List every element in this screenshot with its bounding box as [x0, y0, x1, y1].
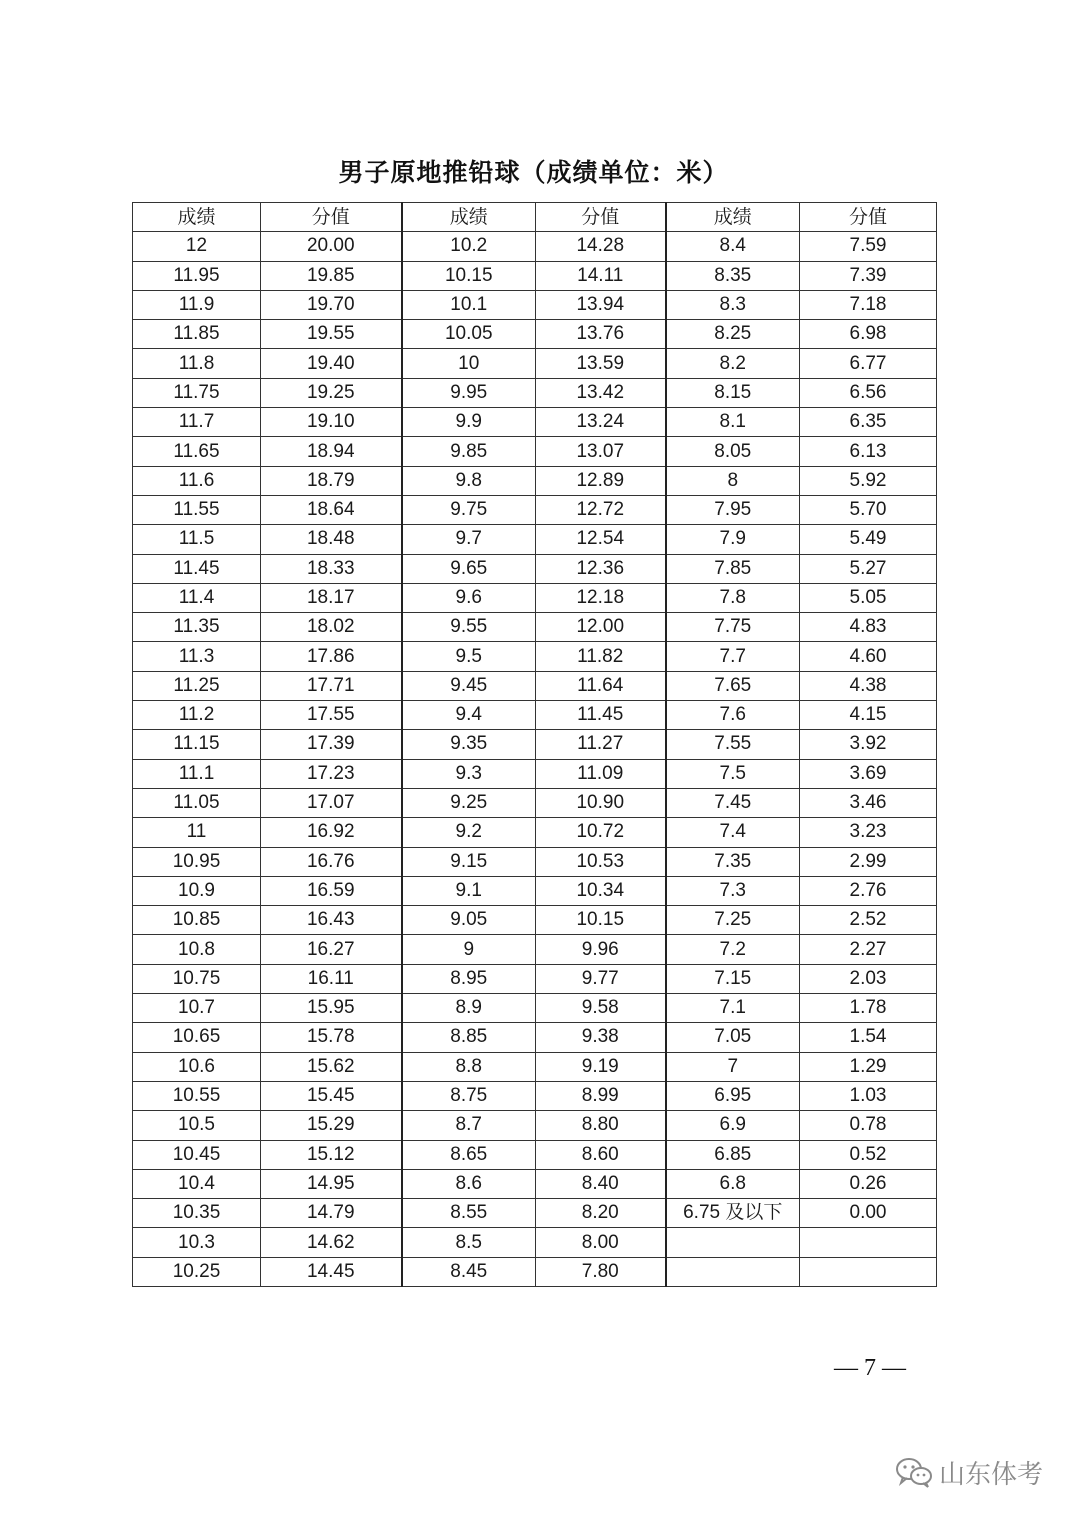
cell-points-1: 20.00	[261, 232, 402, 261]
table-row	[133, 554, 937, 583]
cell-score-1: 11.85	[133, 320, 261, 349]
cell-points-1: 16.76	[261, 847, 402, 876]
cell-score-1: 11.4	[133, 583, 261, 612]
cell-points-2: 8.20	[536, 1199, 666, 1228]
cell-points-3: 3.69	[800, 759, 937, 788]
cell-points-1: 15.95	[261, 994, 402, 1023]
cell-score-2: 9.75	[402, 495, 536, 524]
cell-score-3: 6.85	[666, 1140, 800, 1169]
cell-points-2: 12.89	[536, 466, 666, 495]
header-score-3: 成绩	[666, 203, 800, 232]
cell-points-2: 13.07	[536, 437, 666, 466]
cell-score-2: 9.1	[402, 876, 536, 905]
cell-score-1: 10.8	[133, 935, 261, 964]
cell-score-2: 8.65	[402, 1140, 536, 1169]
cell-points-3: 6.13	[800, 437, 937, 466]
cell-score-1: 11	[133, 818, 261, 847]
cell-score-2: 8.45	[402, 1257, 536, 1286]
cell-score-3: 7.75	[666, 613, 800, 642]
cell-points-2: 12.36	[536, 554, 666, 583]
cell-points-3: 0.78	[800, 1111, 937, 1140]
cell-score-1: 11.1	[133, 759, 261, 788]
cell-points-1: 14.62	[261, 1228, 402, 1257]
cell-score-3: 7.35	[666, 847, 800, 876]
cell-score-3: 8.15	[666, 378, 800, 407]
cell-points-1: 19.70	[261, 290, 402, 319]
cell-score-2: 9.7	[402, 525, 536, 554]
header-score-1: 成绩	[133, 203, 261, 232]
cell-score-3: 8.2	[666, 349, 800, 378]
cell-points-1: 19.85	[261, 261, 402, 290]
page-title: 男子原地推铅球（成绩单位：米）	[338, 158, 729, 187]
cell-score-2: 8.6	[402, 1169, 536, 1198]
cell-score-1: 11.45	[133, 554, 261, 583]
cell-points-1: 17.55	[261, 701, 402, 730]
table-row	[133, 495, 937, 524]
cell-score-1: 11.95	[133, 261, 261, 290]
cell-points-1: 18.94	[261, 437, 402, 466]
table-row	[133, 349, 937, 378]
cell-score-1: 10.85	[133, 906, 261, 935]
cell-score-3: 8.3	[666, 290, 800, 319]
table-row	[133, 320, 937, 349]
cell-score-1: 10.7	[133, 994, 261, 1023]
cell-points-1: 16.43	[261, 906, 402, 935]
cell-score-3: 8.1	[666, 408, 800, 437]
cell-score-3	[666, 1257, 800, 1286]
table-row	[133, 1228, 937, 1257]
table-row	[133, 906, 937, 935]
cell-score-3: 7	[666, 1052, 800, 1081]
cell-score-2: 8.75	[402, 1081, 536, 1110]
cell-points-3: 4.15	[800, 701, 937, 730]
cell-points-1: 18.17	[261, 583, 402, 612]
cell-score-1: 10.95	[133, 847, 261, 876]
cell-points-3: 3.46	[800, 788, 937, 817]
cell-score-2: 10.05	[402, 320, 536, 349]
cell-points-2: 8.40	[536, 1169, 666, 1198]
cell-score-1: 11.9	[133, 290, 261, 319]
cell-points-1: 15.45	[261, 1081, 402, 1110]
cell-score-3: 7.85	[666, 554, 800, 583]
cell-points-2: 10.15	[536, 906, 666, 935]
table-row	[133, 466, 937, 495]
cell-score-2: 9.95	[402, 378, 536, 407]
cell-score-2: 8.7	[402, 1111, 536, 1140]
cell-score-2: 10.1	[402, 290, 536, 319]
cell-score-3: 7.55	[666, 730, 800, 759]
cell-points-2: 10.53	[536, 847, 666, 876]
cell-points-2: 11.27	[536, 730, 666, 759]
cell-score-3: 7.6	[666, 701, 800, 730]
cell-points-2: 7.80	[536, 1257, 666, 1286]
header-points-2: 分值	[536, 203, 666, 232]
cell-score-1: 11.65	[133, 437, 261, 466]
page-number: — 7 —	[834, 1355, 906, 1381]
cell-points-3: 1.54	[800, 1023, 937, 1052]
cell-points-2: 12.18	[536, 583, 666, 612]
cell-points-2: 11.45	[536, 701, 666, 730]
table-row	[133, 1257, 937, 1286]
cell-points-2: 13.24	[536, 408, 666, 437]
cell-points-1: 19.10	[261, 408, 402, 437]
cell-score-3: 7.5	[666, 759, 800, 788]
table-row	[133, 1199, 937, 1228]
cell-score-3: 6.9	[666, 1111, 800, 1140]
table-row	[133, 1052, 937, 1081]
cell-points-1: 14.45	[261, 1257, 402, 1286]
cell-points-2: 14.28	[536, 232, 666, 261]
wechat-icon	[895, 1456, 933, 1488]
cell-score-2: 8.9	[402, 994, 536, 1023]
cell-score-2: 9.4	[402, 701, 536, 730]
cell-points-2: 11.64	[536, 671, 666, 700]
cell-score-1: 11.35	[133, 613, 261, 642]
cell-score-3: 7.65	[666, 671, 800, 700]
cell-points-2: 13.76	[536, 320, 666, 349]
cell-score-3: 7.3	[666, 876, 800, 905]
cell-points-3: 2.27	[800, 935, 937, 964]
cell-score-2: 10	[402, 349, 536, 378]
cell-points-1: 18.64	[261, 495, 402, 524]
cell-score-1: 11.6	[133, 466, 261, 495]
cell-points-3: 3.92	[800, 730, 937, 759]
cell-points-3: 4.38	[800, 671, 937, 700]
watermark-text: 山东体考	[939, 1459, 1044, 1490]
cell-points-1: 17.23	[261, 759, 402, 788]
cell-score-2: 9.65	[402, 554, 536, 583]
cell-points-3: 5.49	[800, 525, 937, 554]
cell-points-1: 17.39	[261, 730, 402, 759]
cell-score-2: 8.8	[402, 1052, 536, 1081]
cell-points-2: 13.42	[536, 378, 666, 407]
cell-points-1: 14.79	[261, 1199, 402, 1228]
table-row	[133, 1081, 937, 1110]
cell-points-2: 9.96	[536, 935, 666, 964]
cell-points-2: 12.54	[536, 525, 666, 554]
cell-score-2: 9.25	[402, 788, 536, 817]
cell-points-3: 2.03	[800, 964, 937, 993]
cell-points-3: 0.26	[800, 1169, 937, 1198]
cell-score-3: 7.25	[666, 906, 800, 935]
table-row	[133, 964, 937, 993]
cell-points-3: 7.39	[800, 261, 937, 290]
table-row	[133, 759, 937, 788]
table-row	[133, 290, 937, 319]
cell-points-3: 1.03	[800, 1081, 937, 1110]
cell-points-3: 7.59	[800, 232, 937, 261]
cell-points-1: 15.29	[261, 1111, 402, 1140]
cell-score-3: 7.95	[666, 495, 800, 524]
cell-score-2: 9.15	[402, 847, 536, 876]
cell-points-3: 5.05	[800, 583, 937, 612]
cell-points-3: 2.99	[800, 847, 937, 876]
cell-score-3: 8.4	[666, 232, 800, 261]
cell-score-1: 11.3	[133, 642, 261, 671]
table-row	[133, 1169, 937, 1198]
cell-score-2: 10.15	[402, 261, 536, 290]
cell-points-2: 14.11	[536, 261, 666, 290]
watermark	[895, 1452, 1043, 1492]
cell-points-3: 6.77	[800, 349, 937, 378]
cell-points-3: 6.56	[800, 378, 937, 407]
cell-points-2: 11.09	[536, 759, 666, 788]
cell-score-1: 10.45	[133, 1140, 261, 1169]
cell-points-3: 1.78	[800, 994, 937, 1023]
cell-points-1: 16.59	[261, 876, 402, 905]
cell-points-2: 12.72	[536, 495, 666, 524]
cell-points-2: 10.34	[536, 876, 666, 905]
cell-points-3: 3.23	[800, 818, 937, 847]
cell-score-2: 9.6	[402, 583, 536, 612]
cell-points-3: 6.35	[800, 408, 937, 437]
table-row	[133, 232, 937, 261]
cell-score-1: 10.35	[133, 1199, 261, 1228]
cell-points-1: 14.95	[261, 1169, 402, 1198]
cell-points-3	[800, 1228, 937, 1257]
table-row	[133, 378, 937, 407]
cell-points-2: 8.00	[536, 1228, 666, 1257]
cell-score-3: 6.75 及以下	[666, 1199, 800, 1228]
cell-score-2: 9.8	[402, 466, 536, 495]
cell-points-3: 4.60	[800, 642, 937, 671]
cell-score-2: 10.2	[402, 232, 536, 261]
cell-points-3: 2.52	[800, 906, 937, 935]
cell-points-2: 8.80	[536, 1111, 666, 1140]
cell-score-1: 11.2	[133, 701, 261, 730]
cell-score-2: 9.9	[402, 408, 536, 437]
cell-score-3: 7.4	[666, 818, 800, 847]
cell-score-2: 9.05	[402, 906, 536, 935]
table-row	[133, 701, 937, 730]
table-row	[133, 876, 937, 905]
cell-points-3: 0.00	[800, 1199, 937, 1228]
cell-points-3: 1.29	[800, 1052, 937, 1081]
cell-score-3: 7.8	[666, 583, 800, 612]
cell-points-1: 17.07	[261, 788, 402, 817]
cell-score-2: 8.55	[402, 1199, 536, 1228]
cell-points-2: 8.99	[536, 1081, 666, 1110]
cell-score-3: 7.1	[666, 994, 800, 1023]
cell-score-1: 11.8	[133, 349, 261, 378]
cell-score-1: 10.4	[133, 1169, 261, 1198]
cell-points-2: 9.77	[536, 964, 666, 993]
cell-points-1: 18.79	[261, 466, 402, 495]
cell-score-1: 10.6	[133, 1052, 261, 1081]
cell-score-3: 7.05	[666, 1023, 800, 1052]
table-row	[133, 1023, 937, 1052]
cell-score-1: 11.5	[133, 525, 261, 554]
cell-score-3: 7.7	[666, 642, 800, 671]
cell-score-1: 10.3	[133, 1228, 261, 1257]
cell-points-2: 9.58	[536, 994, 666, 1023]
cell-points-1: 15.12	[261, 1140, 402, 1169]
cell-score-1: 10.9	[133, 876, 261, 905]
cell-points-3: 5.27	[800, 554, 937, 583]
table-row	[133, 730, 937, 759]
cell-points-1: 15.78	[261, 1023, 402, 1052]
table-row	[133, 525, 937, 554]
table-row	[133, 788, 937, 817]
cell-points-1: 17.86	[261, 642, 402, 671]
cell-points-3: 7.18	[800, 290, 937, 319]
table-row	[133, 847, 937, 876]
cell-points-2: 9.19	[536, 1052, 666, 1081]
cell-points-2: 12.00	[536, 613, 666, 642]
cell-points-1: 19.40	[261, 349, 402, 378]
cell-score-1: 11.25	[133, 671, 261, 700]
cell-points-1: 18.33	[261, 554, 402, 583]
table-row	[133, 642, 937, 671]
cell-score-2: 9.3	[402, 759, 536, 788]
cell-points-3: 5.70	[800, 495, 937, 524]
table-row	[133, 671, 937, 700]
cell-score-3: 7.9	[666, 525, 800, 554]
cell-points-1: 19.25	[261, 378, 402, 407]
cell-score-3: 6.95	[666, 1081, 800, 1110]
cell-score-3: 8.35	[666, 261, 800, 290]
table-row	[133, 408, 937, 437]
header-points-1: 分值	[261, 203, 402, 232]
cell-score-1: 11.15	[133, 730, 261, 759]
table-row	[133, 1111, 937, 1140]
cell-score-2: 9.2	[402, 818, 536, 847]
cell-score-1: 10.75	[133, 964, 261, 993]
cell-score-3: 7.15	[666, 964, 800, 993]
cell-points-2: 13.94	[536, 290, 666, 319]
cell-score-3: 8.05	[666, 437, 800, 466]
cell-points-3: 5.92	[800, 466, 937, 495]
cell-score-1: 12	[133, 232, 261, 261]
cell-score-2: 9.5	[402, 642, 536, 671]
cell-score-2: 9	[402, 935, 536, 964]
cell-score-1: 10.25	[133, 1257, 261, 1286]
cell-points-1: 17.71	[261, 671, 402, 700]
cell-points-2: 10.90	[536, 788, 666, 817]
cell-score-1: 10.5	[133, 1111, 261, 1140]
cell-score-1: 11.05	[133, 788, 261, 817]
cell-score-2: 9.35	[402, 730, 536, 759]
cell-score-1: 11.7	[133, 408, 261, 437]
table-row	[133, 437, 937, 466]
score-table	[132, 202, 937, 1287]
cell-score-2: 9.55	[402, 613, 536, 642]
table-row	[133, 1140, 937, 1169]
cell-points-3: 6.98	[800, 320, 937, 349]
table-row	[133, 583, 937, 612]
cell-score-2: 8.5	[402, 1228, 536, 1257]
cell-points-3: 0.52	[800, 1140, 937, 1169]
table-row	[133, 935, 937, 964]
table-row	[133, 261, 937, 290]
cell-score-3: 8	[666, 466, 800, 495]
cell-points-3: 4.83	[800, 613, 937, 642]
cell-points-1: 19.55	[261, 320, 402, 349]
cell-score-3	[666, 1228, 800, 1257]
cell-points-1: 18.48	[261, 525, 402, 554]
table-body	[133, 232, 937, 1287]
table-row	[133, 613, 937, 642]
cell-score-3: 7.2	[666, 935, 800, 964]
cell-points-1: 15.62	[261, 1052, 402, 1081]
header-score-2: 成绩	[402, 203, 536, 232]
cell-points-1: 16.92	[261, 818, 402, 847]
cell-points-2: 9.38	[536, 1023, 666, 1052]
cell-score-1: 10.65	[133, 1023, 261, 1052]
table-row	[133, 994, 937, 1023]
cell-score-2: 8.95	[402, 964, 536, 993]
cell-score-1: 10.55	[133, 1081, 261, 1110]
header-points-3: 分值	[800, 203, 937, 232]
cell-points-2: 11.82	[536, 642, 666, 671]
cell-points-1: 16.27	[261, 935, 402, 964]
cell-score-3: 8.25	[666, 320, 800, 349]
cell-score-3: 7.45	[666, 788, 800, 817]
table-header-row	[133, 203, 937, 232]
cell-score-3: 6.8	[666, 1169, 800, 1198]
cell-points-2: 10.72	[536, 818, 666, 847]
cell-points-1: 18.02	[261, 613, 402, 642]
cell-score-2: 8.85	[402, 1023, 536, 1052]
cell-points-2: 13.59	[536, 349, 666, 378]
cell-score-2: 9.85	[402, 437, 536, 466]
cell-score-2: 9.45	[402, 671, 536, 700]
cell-points-2: 8.60	[536, 1140, 666, 1169]
cell-points-3	[800, 1257, 937, 1286]
cell-score-1: 11.55	[133, 495, 261, 524]
cell-score-1: 11.75	[133, 378, 261, 407]
table-row	[133, 818, 937, 847]
cell-points-1: 16.11	[261, 964, 402, 993]
cell-points-3: 2.76	[800, 876, 937, 905]
